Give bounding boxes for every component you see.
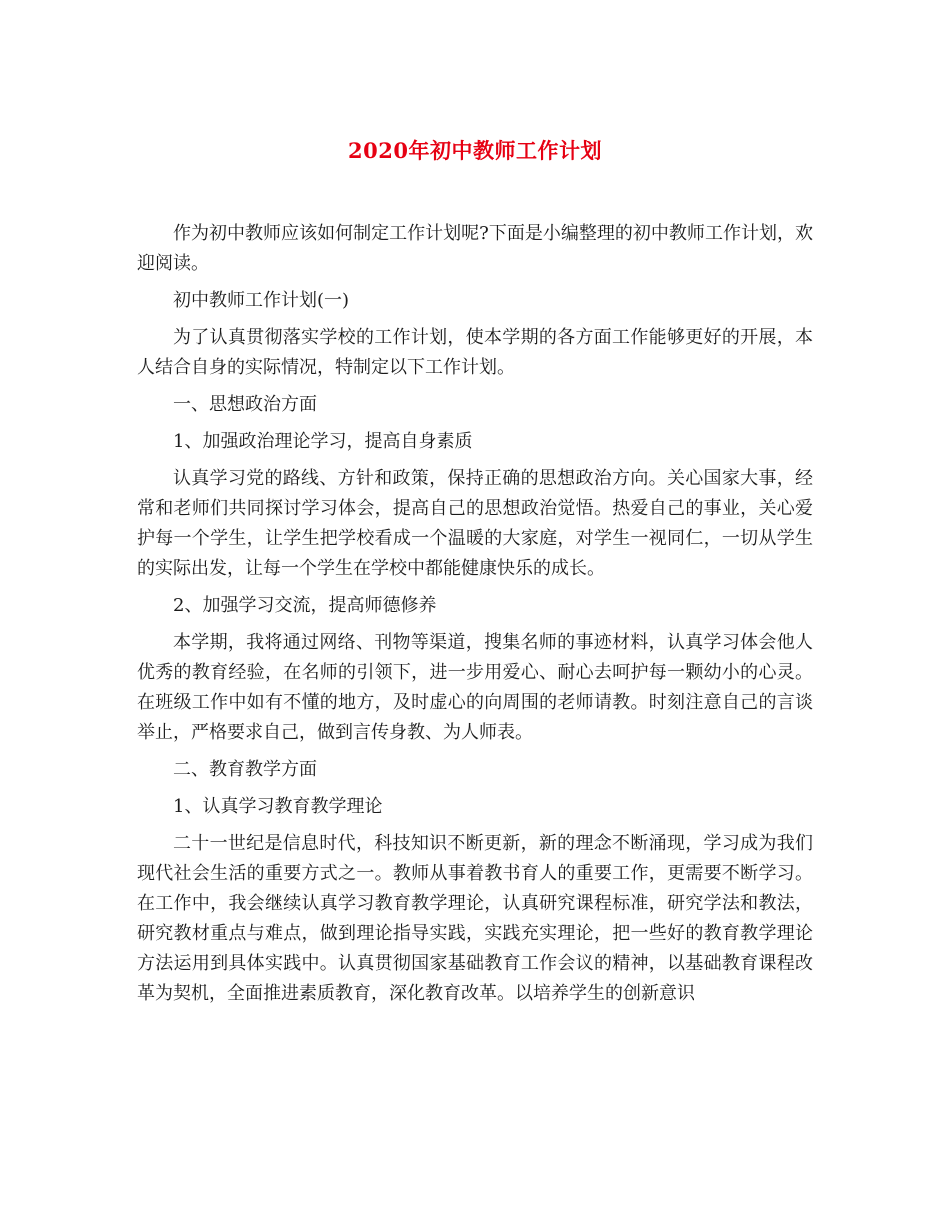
body-paragraph: 本学期，我将通过网络、刊物等渠道，搜集名师的事迹材料，认真学习体会他人优秀的教育经验，在名师的引领下，进一步用爱心、耐心去呵护每一颗幼小的心灵。在班级工作中如有不懂的地方，及时虚心的向周围的老师请教。时刻注意自己的言谈举止，严格要求自己，做到言传身教、为人师表。 — [137, 632, 813, 743]
body-paragraph: 为了认真贯彻落实学校的工作计划，使本学期的各方面工作能够更好的开展，本人结合自身的实际情况，特制定以下工作计划。 — [137, 327, 813, 378]
plan-heading: 初中教师工作计划(一) — [173, 290, 350, 311]
section-heading: 二、教育教学方面 — [173, 759, 317, 780]
body-paragraph: 认真学习党的路线、方针和政策，保持正确的思想政治方向。关心国家大事，经常和老师们共同探讨学习体会，提高自己的思想政治觉悟。热爱自己的事业，关心爱护每一个学生，让学生把学校看成一个温暖的大家庭，对学生一视同仁，一切从学生的实际出发，让每一个学生在学校中都能健康快乐的成长。 — [137, 468, 813, 579]
section-heading: 一、思想政治方面 — [173, 394, 317, 415]
subsection-heading: 1、加强政治理论学习，提高自身素质 — [173, 431, 473, 452]
document-title: 2020年初中教师工作计划 — [348, 138, 602, 163]
subsection-heading: 1、认真学习教育教学理论 — [173, 796, 383, 817]
subsection-heading: 2、加强学习交流，提高师德修养 — [173, 595, 437, 616]
body-paragraph: 二十一世纪是信息时代，科技知识不断更新，新的理念不断涌现，学习成为我们现代社会生活的重要方式之一。教师从事着教书育人的重要工作，更需要不断学习。在工作中，我会继续认真学习教育教学理论，认真研究课程标准，研究学法和教法，研究教材重点与难点，做到理论指导实践，实践充实理论，把一些好的教育教学理论方法运用到具体实践中。认真贯彻国家基础教育工作会议的精神，以基础教育课程改革为契机，全面推进素质教育，深化教育改革。以培养学生的创新意识 — [137, 833, 813, 1004]
document-body — [137, 219, 813, 1016]
intro-paragraph: 作为初中教师应该如何制定工作计划呢?下面是小编整理的初中教师工作计划，欢迎阅读。 — [137, 223, 813, 274]
